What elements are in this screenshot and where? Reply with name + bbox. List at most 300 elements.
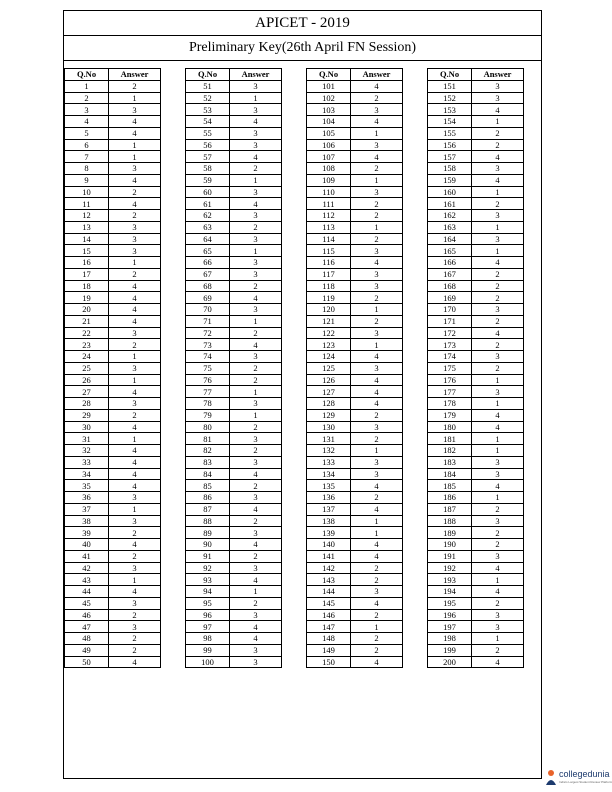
answer-value: 3 xyxy=(230,351,282,363)
question-number: 7 xyxy=(65,151,109,163)
question-number: 129 xyxy=(307,409,351,421)
answer-value: 2 xyxy=(351,492,403,504)
question-number: 191 xyxy=(428,550,472,562)
answer-value: 2 xyxy=(109,527,161,539)
answer-value: 3 xyxy=(472,233,524,245)
answer-value: 2 xyxy=(230,597,282,609)
answer-value: 3 xyxy=(109,597,161,609)
answer-value: 3 xyxy=(230,304,282,316)
answer-value: 2 xyxy=(230,480,282,492)
answer-value: 1 xyxy=(351,127,403,139)
table-row xyxy=(428,280,524,292)
table-row xyxy=(186,515,282,527)
table-row xyxy=(428,398,524,410)
answer-value: 4 xyxy=(109,116,161,128)
question-number: 66 xyxy=(186,257,230,269)
table-row xyxy=(65,550,161,562)
qno-header: Q.No xyxy=(186,69,230,81)
question-number: 185 xyxy=(428,480,472,492)
question-number: 117 xyxy=(307,268,351,280)
question-number: 40 xyxy=(65,539,109,551)
table-row xyxy=(307,656,403,668)
answer-value: 3 xyxy=(230,233,282,245)
collegedunia-logo xyxy=(540,767,612,789)
table-row xyxy=(186,398,282,410)
answer-value: 3 xyxy=(230,527,282,539)
table-row xyxy=(65,210,161,222)
question-number: 35 xyxy=(65,480,109,492)
answer-value: 3 xyxy=(230,210,282,222)
table-row xyxy=(428,574,524,586)
question-number: 9 xyxy=(65,174,109,186)
answer-value: 4 xyxy=(351,116,403,128)
table-row xyxy=(307,562,403,574)
answer-value: 4 xyxy=(109,456,161,468)
table-row xyxy=(65,374,161,386)
answer-value: 2 xyxy=(472,503,524,515)
question-number: 147 xyxy=(307,621,351,633)
answer-value: 3 xyxy=(351,421,403,433)
answer-value: 4 xyxy=(472,586,524,598)
answer-value: 2 xyxy=(472,139,524,151)
answer-value: 3 xyxy=(351,468,403,480)
table-row xyxy=(186,656,282,668)
answer-value: 3 xyxy=(109,221,161,233)
answer-value: 1 xyxy=(351,515,403,527)
question-number: 62 xyxy=(186,210,230,222)
answer-value: 3 xyxy=(109,233,161,245)
table-row xyxy=(307,327,403,339)
table-row xyxy=(65,292,161,304)
table-row xyxy=(307,386,403,398)
answer-value: 1 xyxy=(472,221,524,233)
question-number: 50 xyxy=(65,656,109,668)
answer-value: 3 xyxy=(230,127,282,139)
answer-value: 2 xyxy=(472,362,524,374)
answer-key-table-101-150 xyxy=(306,68,402,668)
table-row xyxy=(65,527,161,539)
answer-value: 2 xyxy=(351,315,403,327)
answer-value: 3 xyxy=(472,621,524,633)
question-number: 145 xyxy=(307,597,351,609)
question-number: 198 xyxy=(428,633,472,645)
table-row xyxy=(186,233,282,245)
table-row xyxy=(65,644,161,656)
answer-value: 2 xyxy=(351,562,403,574)
table-row xyxy=(186,374,282,386)
question-number: 72 xyxy=(186,327,230,339)
answer-value: 1 xyxy=(472,374,524,386)
table-row xyxy=(65,597,161,609)
question-number: 142 xyxy=(307,562,351,574)
table-row xyxy=(65,574,161,586)
question-number: 18 xyxy=(65,280,109,292)
answer-value: 4 xyxy=(351,539,403,551)
question-number: 159 xyxy=(428,174,472,186)
table-row xyxy=(307,480,403,492)
table-row xyxy=(307,174,403,186)
table-row xyxy=(186,456,282,468)
answer-value: 4 xyxy=(109,586,161,598)
question-number: 176 xyxy=(428,374,472,386)
answer-value: 2 xyxy=(109,644,161,656)
answer-value: 1 xyxy=(351,339,403,351)
answer-value: 1 xyxy=(109,139,161,151)
answer-value: 1 xyxy=(109,351,161,363)
table-row xyxy=(65,315,161,327)
question-number: 189 xyxy=(428,527,472,539)
answer-value: 3 xyxy=(351,586,403,598)
answer-value: 3 xyxy=(230,398,282,410)
table-row xyxy=(65,539,161,551)
table-row xyxy=(65,233,161,245)
table-row xyxy=(65,468,161,480)
answer-value: 1 xyxy=(230,315,282,327)
question-number: 169 xyxy=(428,292,472,304)
table-row xyxy=(307,339,403,351)
question-number: 64 xyxy=(186,233,230,245)
question-number: 97 xyxy=(186,621,230,633)
question-number: 136 xyxy=(307,492,351,504)
table-row xyxy=(428,80,524,92)
table-row xyxy=(186,492,282,504)
qno-header: Q.No xyxy=(307,69,351,81)
table-row xyxy=(186,362,282,374)
question-number: 57 xyxy=(186,151,230,163)
question-number: 200 xyxy=(428,656,472,668)
answer-value: 2 xyxy=(351,292,403,304)
question-number: 123 xyxy=(307,339,351,351)
question-number: 49 xyxy=(65,644,109,656)
question-number: 137 xyxy=(307,503,351,515)
question-number: 126 xyxy=(307,374,351,386)
answer-value: 2 xyxy=(109,609,161,621)
answer-value: 3 xyxy=(472,609,524,621)
table-row xyxy=(65,621,161,633)
question-number: 190 xyxy=(428,539,472,551)
question-number: 6 xyxy=(65,139,109,151)
table-row xyxy=(307,633,403,645)
table-row xyxy=(65,492,161,504)
answer-value: 3 xyxy=(230,656,282,668)
table-row xyxy=(307,550,403,562)
question-number: 158 xyxy=(428,163,472,175)
question-number: 52 xyxy=(186,92,230,104)
table-row xyxy=(65,445,161,457)
question-number: 102 xyxy=(307,92,351,104)
answer-value: 2 xyxy=(351,198,403,210)
question-number: 180 xyxy=(428,421,472,433)
answer-value: 3 xyxy=(230,456,282,468)
table-row xyxy=(428,586,524,598)
table-row xyxy=(186,480,282,492)
answer-value: 2 xyxy=(472,198,524,210)
table-row xyxy=(428,245,524,257)
table-row xyxy=(307,221,403,233)
question-number: 73 xyxy=(186,339,230,351)
question-number: 135 xyxy=(307,480,351,492)
question-number: 155 xyxy=(428,127,472,139)
answer-table xyxy=(185,68,282,668)
answer-value: 2 xyxy=(109,550,161,562)
question-number: 53 xyxy=(186,104,230,116)
answer-value: 2 xyxy=(351,644,403,656)
answer-value: 4 xyxy=(109,280,161,292)
answer-value: 3 xyxy=(230,644,282,656)
question-number: 110 xyxy=(307,186,351,198)
question-number: 132 xyxy=(307,445,351,457)
table-row xyxy=(186,327,282,339)
question-number: 151 xyxy=(428,80,472,92)
table-row xyxy=(186,433,282,445)
table-row xyxy=(428,550,524,562)
table-row xyxy=(186,104,282,116)
table-row xyxy=(307,409,403,421)
table-row xyxy=(65,327,161,339)
question-number: 179 xyxy=(428,409,472,421)
table-row xyxy=(428,151,524,163)
question-number: 31 xyxy=(65,433,109,445)
question-number: 140 xyxy=(307,539,351,551)
answer-value: 4 xyxy=(230,574,282,586)
answer-value: 4 xyxy=(230,539,282,551)
answer-value: 3 xyxy=(109,245,161,257)
question-number: 21 xyxy=(65,315,109,327)
table-row xyxy=(65,92,161,104)
table-row xyxy=(428,292,524,304)
table-row xyxy=(307,116,403,128)
question-number: 94 xyxy=(186,586,230,598)
page-title: APICET - 2019 xyxy=(64,11,541,36)
question-number: 154 xyxy=(428,116,472,128)
question-number: 39 xyxy=(65,527,109,539)
question-number: 125 xyxy=(307,362,351,374)
question-number: 58 xyxy=(186,163,230,175)
question-number: 148 xyxy=(307,633,351,645)
answer-value: 2 xyxy=(472,597,524,609)
table-row xyxy=(428,456,524,468)
question-number: 133 xyxy=(307,456,351,468)
answer-value: 2 xyxy=(230,515,282,527)
question-number: 186 xyxy=(428,492,472,504)
answer-value: 4 xyxy=(230,151,282,163)
table-row xyxy=(186,257,282,269)
question-number: 167 xyxy=(428,268,472,280)
answer-value: 2 xyxy=(230,221,282,233)
table-row xyxy=(186,586,282,598)
answer-value: 1 xyxy=(351,527,403,539)
answer-value: 2 xyxy=(472,268,524,280)
question-number: 113 xyxy=(307,221,351,233)
question-number: 115 xyxy=(307,245,351,257)
table-row xyxy=(307,139,403,151)
answer-value: 2 xyxy=(472,127,524,139)
table-row xyxy=(428,315,524,327)
answer-value: 2 xyxy=(230,362,282,374)
answer-value: 1 xyxy=(472,433,524,445)
answer-value: 2 xyxy=(351,409,403,421)
table-row xyxy=(428,362,524,374)
question-number: 108 xyxy=(307,163,351,175)
table-row xyxy=(186,304,282,316)
answer-value: 1 xyxy=(230,92,282,104)
table-row xyxy=(65,433,161,445)
table-row xyxy=(307,198,403,210)
table-row xyxy=(65,503,161,515)
table-row xyxy=(186,527,282,539)
answer-value: 2 xyxy=(472,644,524,656)
answer-value: 3 xyxy=(230,186,282,198)
table-row xyxy=(307,374,403,386)
question-number: 77 xyxy=(186,386,230,398)
question-number: 48 xyxy=(65,633,109,645)
table-row xyxy=(186,80,282,92)
answer-value: 4 xyxy=(351,351,403,363)
table-row xyxy=(428,374,524,386)
answer-value: 4 xyxy=(109,174,161,186)
question-number: 16 xyxy=(65,257,109,269)
table-row xyxy=(65,456,161,468)
table-row xyxy=(428,609,524,621)
answer-value: 4 xyxy=(109,656,161,668)
question-number: 182 xyxy=(428,445,472,457)
answer-value: 3 xyxy=(351,456,403,468)
table-row xyxy=(65,409,161,421)
answer-value: 2 xyxy=(109,268,161,280)
answer-value: 3 xyxy=(230,609,282,621)
answer-value: 1 xyxy=(351,174,403,186)
answer-value: 1 xyxy=(351,221,403,233)
answer-value: 2 xyxy=(351,633,403,645)
question-number: 160 xyxy=(428,186,472,198)
question-number: 101 xyxy=(307,80,351,92)
table-row xyxy=(428,386,524,398)
table-row xyxy=(186,633,282,645)
question-number: 195 xyxy=(428,597,472,609)
answer-value: 4 xyxy=(472,257,524,269)
answer-value: 4 xyxy=(472,327,524,339)
question-number: 46 xyxy=(65,609,109,621)
question-number: 43 xyxy=(65,574,109,586)
question-number: 143 xyxy=(307,574,351,586)
answer-header: Answer xyxy=(109,69,161,81)
question-number: 168 xyxy=(428,280,472,292)
question-number: 162 xyxy=(428,210,472,222)
answer-value: 3 xyxy=(109,163,161,175)
question-number: 178 xyxy=(428,398,472,410)
table-row xyxy=(186,268,282,280)
answer-key-table-51-100 xyxy=(185,68,281,668)
question-number: 122 xyxy=(307,327,351,339)
question-number: 161 xyxy=(428,198,472,210)
table-row xyxy=(186,163,282,175)
table-row xyxy=(428,92,524,104)
answer-value: 4 xyxy=(351,597,403,609)
question-number: 166 xyxy=(428,257,472,269)
table-row xyxy=(307,233,403,245)
answer-value: 3 xyxy=(351,362,403,374)
table-row xyxy=(428,539,524,551)
table-row xyxy=(65,362,161,374)
answer-value: 2 xyxy=(472,280,524,292)
question-number: 19 xyxy=(65,292,109,304)
question-number: 157 xyxy=(428,151,472,163)
table-header-row xyxy=(186,69,282,81)
answer-value: 4 xyxy=(109,315,161,327)
table-row xyxy=(428,127,524,139)
table-row xyxy=(65,280,161,292)
table-row xyxy=(428,527,524,539)
answer-value: 3 xyxy=(230,80,282,92)
question-number: 149 xyxy=(307,644,351,656)
answer-value: 1 xyxy=(472,492,524,504)
answer-value: 4 xyxy=(230,468,282,480)
question-number: 2 xyxy=(65,92,109,104)
table-row xyxy=(428,210,524,222)
table-row xyxy=(307,104,403,116)
answer-table xyxy=(64,68,161,668)
question-number: 42 xyxy=(65,562,109,574)
answer-value: 2 xyxy=(351,163,403,175)
question-number: 184 xyxy=(428,468,472,480)
answer-value: 4 xyxy=(472,174,524,186)
answer-value: 1 xyxy=(109,574,161,586)
answer-value: 1 xyxy=(230,409,282,421)
table-row xyxy=(65,80,161,92)
answer-value: 2 xyxy=(351,210,403,222)
answer-value: 2 xyxy=(109,409,161,421)
question-number: 141 xyxy=(307,550,351,562)
table-row xyxy=(307,292,403,304)
question-number: 44 xyxy=(65,586,109,598)
table-row xyxy=(186,445,282,457)
question-number: 150 xyxy=(307,656,351,668)
answer-value: 2 xyxy=(109,80,161,92)
answer-value: 4 xyxy=(230,198,282,210)
question-number: 61 xyxy=(186,198,230,210)
answer-header: Answer xyxy=(351,69,403,81)
qno-header: Q.No xyxy=(65,69,109,81)
question-number: 78 xyxy=(186,398,230,410)
answer-value: 4 xyxy=(230,116,282,128)
answer-value: 1 xyxy=(230,586,282,598)
question-number: 194 xyxy=(428,586,472,598)
question-number: 59 xyxy=(186,174,230,186)
table-row xyxy=(186,210,282,222)
table-row xyxy=(65,609,161,621)
table-row xyxy=(307,80,403,92)
question-number: 83 xyxy=(186,456,230,468)
answer-value: 3 xyxy=(109,621,161,633)
question-number: 11 xyxy=(65,198,109,210)
answer-table xyxy=(427,68,524,668)
table-row xyxy=(65,386,161,398)
question-number: 93 xyxy=(186,574,230,586)
question-number: 172 xyxy=(428,327,472,339)
question-number: 88 xyxy=(186,515,230,527)
question-number: 98 xyxy=(186,633,230,645)
question-number: 106 xyxy=(307,139,351,151)
answer-value: 4 xyxy=(109,539,161,551)
table-row xyxy=(65,562,161,574)
answer-value: 3 xyxy=(230,268,282,280)
answer-value: 1 xyxy=(472,574,524,586)
table-row xyxy=(186,174,282,186)
question-number: 196 xyxy=(428,609,472,621)
answer-value: 2 xyxy=(351,92,403,104)
question-number: 111 xyxy=(307,198,351,210)
question-number: 65 xyxy=(186,245,230,257)
